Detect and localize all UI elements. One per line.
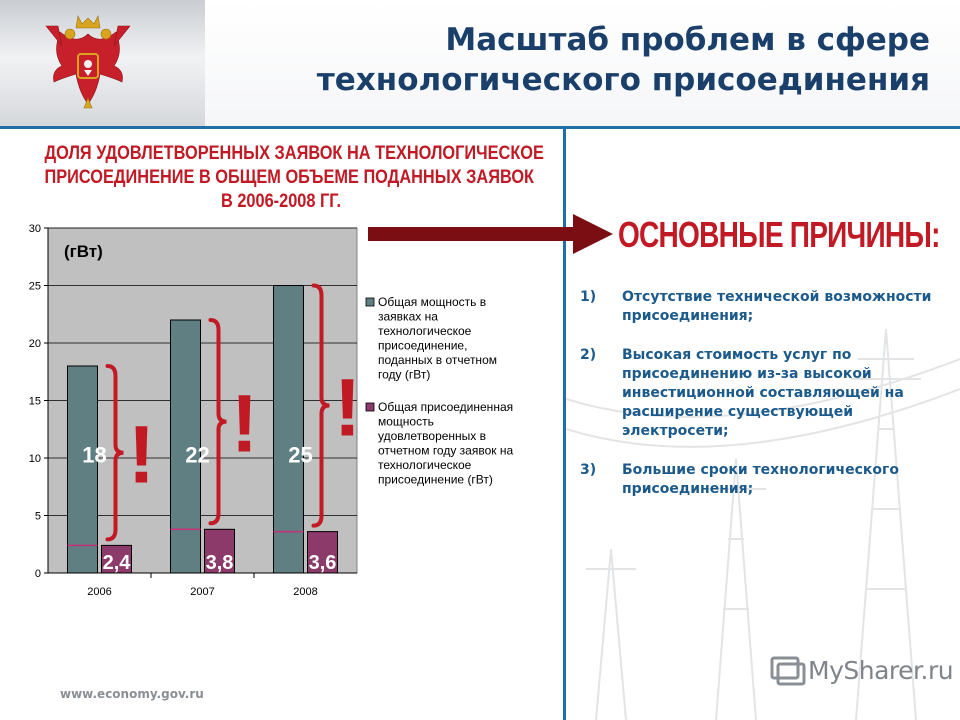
x-tick-label: 2008 (293, 586, 318, 598)
slide-title (230, 20, 930, 100)
legend-entry: Общая присоединенная мощность удовлетворенных в отчетном году заявок на технологическое присоединение (гВт) (378, 400, 514, 487)
chart-heading (44, 142, 544, 214)
bar-chart (20, 218, 542, 604)
data-label-series-2: 3,8 (205, 552, 234, 574)
exclamation-mark: ! (333, 362, 362, 454)
coat-of-arms-icon (40, 12, 136, 112)
y-tick-label: 15 (28, 395, 41, 408)
mysharer-logo-icon (768, 654, 806, 690)
reason-text: Отсутствие технической возможности присоединения; (622, 289, 932, 324)
legend-swatch (366, 403, 374, 411)
exclamation-mark: ! (127, 409, 156, 501)
footer-url[interactable]: www.economy.gov.ru (60, 687, 204, 701)
y-tick-label: 0 (34, 568, 41, 580)
chart-heading-line-3: В 2006-2008 ГГ. (220, 191, 342, 212)
y-tick-label: 5 (34, 510, 41, 523)
reasons-list (580, 288, 950, 519)
y-tick-label: 20 (28, 338, 41, 350)
chart-heading-line-2: ПРИСОЕДИНЕНИЕ В ОБЩЕМ ОБЪЕМЕ ПОДАННЫХ ЗАЯВОК (44, 167, 535, 188)
data-label-series-1: 25 (288, 442, 313, 468)
reasons-title: ОСНОВНЫЕ ПРИЧИНЫ: (618, 214, 940, 255)
exclamation-mark: ! (230, 378, 259, 470)
reason-text: Высокая стоимость услуг по присоединению из-за высокой инвестиционной составляющей на расширение существующей электросети; (622, 347, 904, 439)
bar-series-1 (68, 366, 98, 573)
slide-title-line-1: Масштаб проблем в сфере (445, 22, 930, 58)
x-tick-label: 2007 (190, 586, 215, 598)
y-tick-label: 25 (28, 280, 41, 293)
legend-entry: Общая мощность в заявках на технологическое присоединение, поданных в отчетном году (гВт) (378, 295, 497, 382)
legend-swatch (366, 298, 374, 306)
reason-item-2 (580, 346, 950, 441)
reason-text: Большие сроки технологического присоединения; (622, 462, 899, 497)
y-tick-label: 10 (28, 453, 41, 465)
reason-item-1 (580, 288, 950, 326)
reason-number: 1) (580, 289, 597, 305)
arrow-right-icon (368, 214, 618, 254)
unit-label: (гВт) (64, 242, 103, 261)
reason-number: 3) (580, 462, 597, 478)
data-label-series-2: 2,4 (102, 552, 131, 574)
reason-number: 2) (580, 347, 597, 363)
data-label-series-1: 22 (185, 442, 210, 468)
data-label-series-2: 3,6 (308, 552, 337, 574)
bar-series-1 (274, 286, 304, 574)
x-tick-label: 2006 (87, 586, 112, 598)
y-tick-label: 30 (28, 223, 41, 235)
reason-item-3 (580, 461, 950, 499)
mysharer-logo-text: MySharer.ru (808, 656, 954, 685)
data-label-series-1: 18 (82, 442, 107, 468)
chart-heading-line-1: ДОЛЯ УДОВЛЕТВОРЕННЫХ ЗАЯВОК НА ТЕХНОЛОГИЧЕСКОЕ (44, 143, 544, 164)
slide-title-line-2: технологического присоединения (316, 62, 930, 98)
